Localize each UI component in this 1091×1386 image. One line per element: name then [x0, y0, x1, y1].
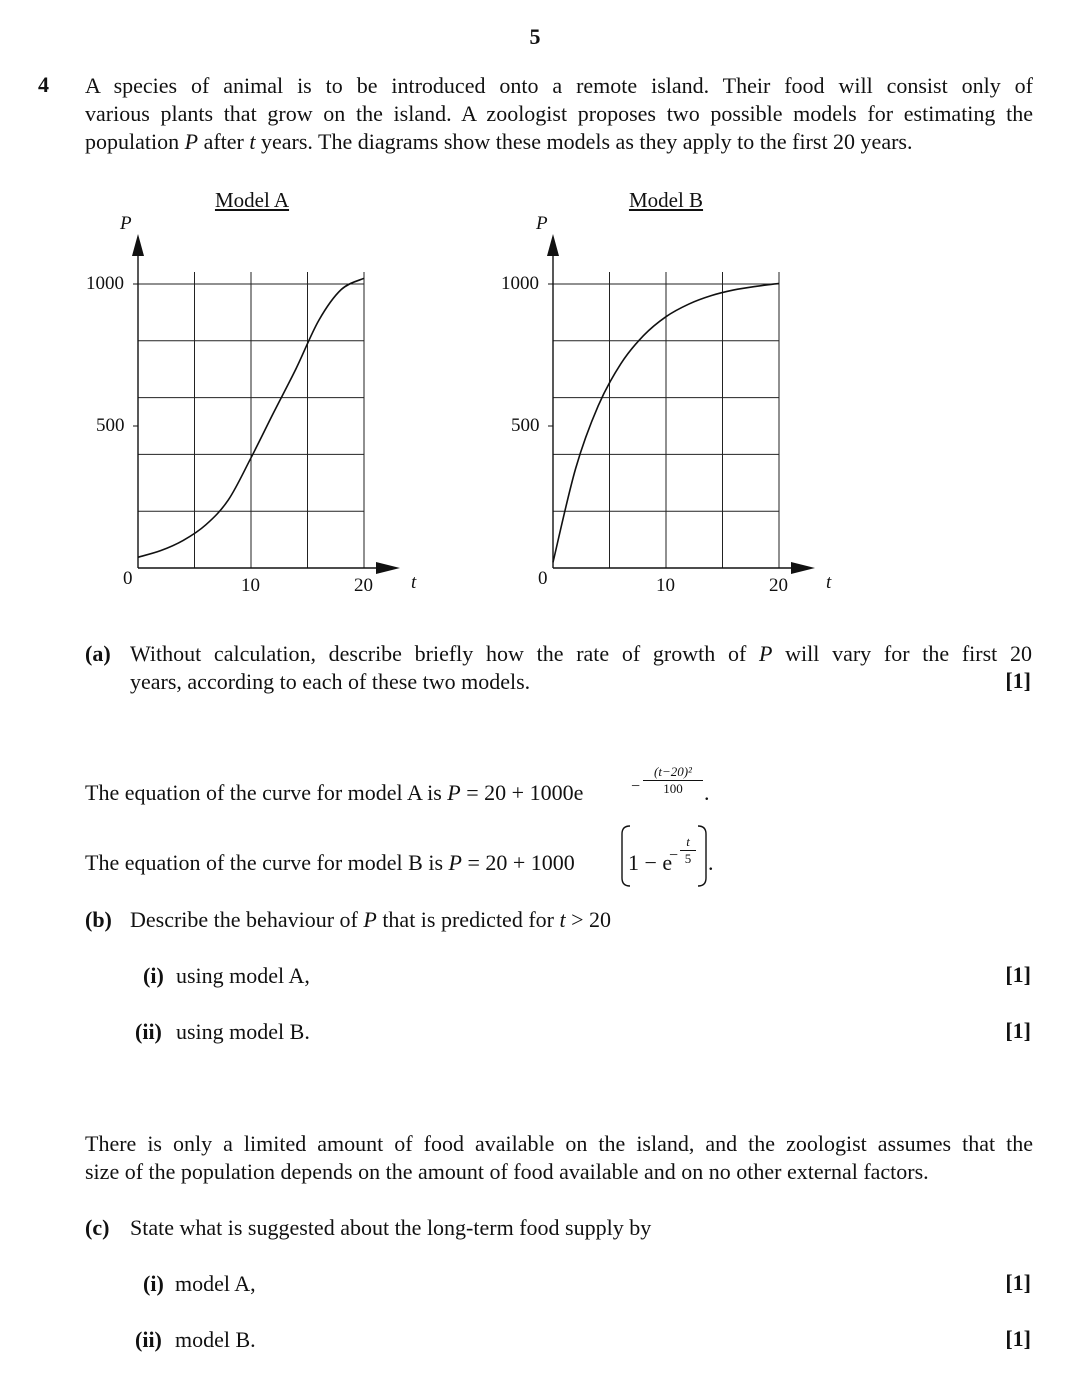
part-c-i-label: (i): [143, 1271, 164, 1296]
equation-b-exponent: [680, 834, 696, 867]
chart-b-x-arrow-icon: [791, 562, 815, 574]
part-b-text: > 20: [565, 907, 612, 932]
chart-b-ylabel: P: [536, 213, 548, 234]
part-a-text: Without calculation, describe briefly how the rate of growth of: [130, 641, 759, 666]
equation-a-exponent: [643, 764, 703, 797]
chart-a-title: Model A: [214, 188, 290, 212]
equation-b-body: = 20 + 1000: [461, 850, 575, 875]
chart-a-ytick-500: 500: [96, 415, 125, 436]
part-c-text: State what is suggested about the long-term food supply by: [130, 1215, 652, 1240]
equation-b-exp-minus: −: [669, 847, 679, 864]
part-a-line-1: [130, 640, 1032, 668]
part-b-text: Describe the behaviour of: [130, 907, 364, 932]
chart-a-xtick-10: 10: [241, 575, 260, 596]
chart-a-origin: 0: [123, 568, 133, 589]
part-b-i-marks: [1]: [1005, 962, 1031, 987]
intro-text: years. The diagrams show these models as they apply to the first 20 years.: [255, 129, 913, 154]
chart-b-y-arrow-icon: [547, 234, 559, 256]
equation-a-var-p: P: [447, 780, 461, 805]
part-b-text: that is predicted for: [376, 907, 560, 932]
food-line-2: size of the population depends on the amount of food available and on no other external factors.: [85, 1159, 929, 1184]
equation-a-exp-den: 100: [643, 780, 703, 797]
part-b-ii-label: (ii): [135, 1019, 162, 1044]
intro-var-t: t: [249, 129, 256, 154]
part-b-text: [130, 906, 611, 934]
part-a-line-2: years, according to each of these two models.: [130, 669, 531, 694]
right-paren: [698, 826, 706, 886]
equation-a-end: .: [704, 780, 710, 805]
equation-b-end: .: [708, 850, 714, 875]
chart-b-origin: 0: [538, 568, 548, 589]
part-c-i-text: model A,: [175, 1271, 256, 1296]
chart-b-xtick-20: 20: [769, 575, 788, 596]
intro-var-p: P: [184, 129, 199, 154]
part-b-ii-marks: [1]: [1005, 1018, 1031, 1043]
part-b-label: (b): [85, 907, 112, 932]
part-c-ii-text: model B.: [175, 1327, 256, 1352]
part-c-ii-label: (ii): [135, 1327, 162, 1352]
chart-b-xtick-10: 10: [656, 575, 675, 596]
part-c-ii-marks: [1]: [1005, 1326, 1031, 1351]
chart-a-ylabel: P: [120, 213, 132, 234]
question-number: 4: [38, 72, 49, 97]
chart-b-title: Model B: [628, 188, 704, 212]
equation-b-inner: 1 − e: [628, 850, 673, 875]
part-b-ii-text: using model B.: [176, 1019, 310, 1044]
equation-b: [85, 850, 575, 876]
part-a-var-p: P: [758, 641, 773, 666]
equation-a-body: = 20 + 1000e: [460, 780, 584, 805]
chart-b: [0, 0, 1091, 620]
part-b-var-p: P: [363, 907, 377, 932]
part-c-label: (c): [85, 1215, 110, 1240]
part-a-text: [130, 640, 1032, 696]
chart-a-ytick-1000: 1000: [86, 273, 124, 294]
chart-a-xtick-20: 20: [354, 575, 373, 596]
page-number: 5: [529, 24, 541, 49]
part-c-i-marks: [1]: [1005, 1270, 1031, 1295]
equation-a-exp-num: (t−20)²: [654, 764, 692, 779]
part-a-marks: [1]: [1005, 668, 1031, 693]
equation-a-prefix: The equation of the curve for model A is: [85, 780, 448, 805]
equation-b-exp-den: 5: [680, 850, 696, 867]
chart-b-xlabel: t: [826, 572, 832, 593]
chart-b-ytick-1000: 1000: [501, 273, 539, 294]
part-a-text: will vary for the first 20: [772, 641, 1032, 666]
intro-text: population: [85, 129, 185, 154]
chart-b-plot: [547, 234, 815, 574]
part-b-var-t: t: [559, 907, 566, 932]
part-b-i-text: using model A,: [176, 963, 310, 988]
chart-a-xlabel: t: [411, 572, 417, 593]
equation-b-exp-num: t: [686, 834, 690, 849]
chart-b-ytick-500: 500: [511, 415, 540, 436]
equation-a-exp-minus: −: [631, 778, 641, 795]
part-b-i-label: (i): [143, 963, 164, 988]
part-a-label: (a): [85, 641, 111, 666]
intro-line-1: A species of animal is to be introduced onto a remote island. Their food will consist only of: [85, 73, 1033, 98]
intro-text: after: [198, 129, 250, 154]
food-line-1: There is only a limited amount of food available on the island, and the zoologist assumes that the: [85, 1131, 1033, 1156]
equation-a: [85, 780, 583, 806]
equation-b-var-p: P: [448, 850, 462, 875]
equation-b-prefix: The equation of the curve for model B is: [85, 850, 449, 875]
food-paragraph: [85, 1130, 1033, 1186]
intro-line-2: various plants that grow on the island. A zoologist proposes two possible models for estimating the: [85, 101, 1033, 126]
